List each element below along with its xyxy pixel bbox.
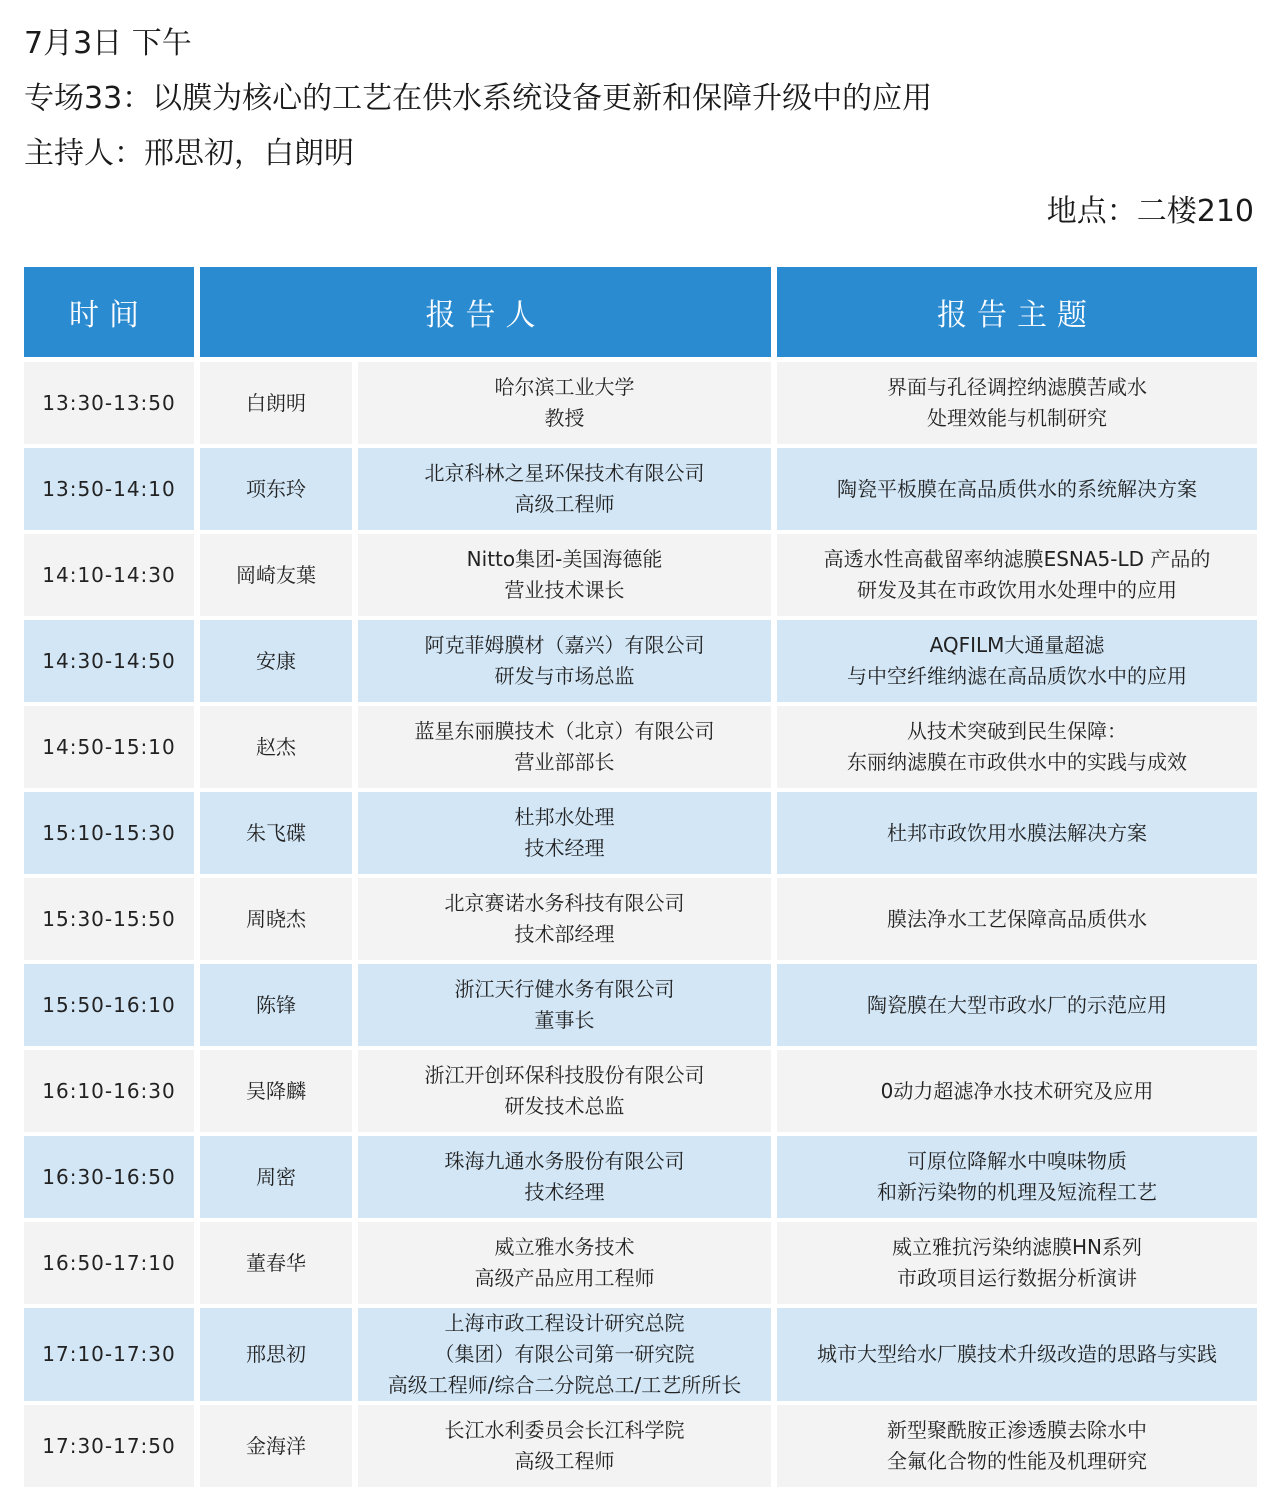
table-row (24, 1405, 1257, 1491)
speaker-name-cell: 陈锋 (200, 964, 358, 1050)
affiliation-line: 研发与市场总监 (494, 664, 635, 688)
affiliation-line: 董事长 (534, 1008, 595, 1032)
affiliation-line: 蓝星东丽膜技术（北京）有限公司 (414, 719, 715, 743)
speaker-affiliation-cell (358, 1308, 777, 1405)
affiliation-line: 教授 (544, 406, 585, 430)
affiliation-line: 技术经理 (524, 1180, 605, 1204)
topic-line: 陶瓷膜在大型市政水厂的示范应用 (867, 992, 1167, 1017)
speaker-name-cell: 朱飞碟 (200, 792, 358, 878)
table-row (24, 1222, 1257, 1308)
table-row (24, 706, 1257, 792)
affiliation-line: 威立雅水务技术 (494, 1235, 635, 1259)
speaker-affiliation-cell (358, 706, 777, 792)
report-topic-cell (777, 792, 1257, 878)
report-topic-cell (777, 1222, 1257, 1308)
affiliation-line: 上海市政工程设计研究总院 (444, 1311, 685, 1335)
topic-line: 市政项目运行数据分析演讲 (897, 1266, 1137, 1290)
time-cell: 15:30-15:50 (24, 878, 200, 964)
speaker-affiliation-cell (358, 1050, 777, 1136)
affiliation-line: 高级工程师 (514, 1449, 615, 1473)
affiliation-line: Nitto集团-美国海德能 (466, 547, 663, 571)
column-header-topic: 报告主题 (777, 267, 1257, 357)
time-cell: 14:10-14:30 (24, 534, 200, 620)
table-row (24, 534, 1257, 620)
time-cell: 14:50-15:10 (24, 706, 200, 792)
speaker-name-cell: 白朗明 (200, 362, 358, 448)
speaker-name-cell: 安康 (200, 620, 358, 706)
speaker-affiliation-cell (358, 1222, 777, 1308)
report-topic-cell (777, 620, 1257, 706)
affiliation-line: 营业技术课长 (504, 578, 625, 602)
speaker-affiliation-cell (358, 534, 777, 620)
topic-line: 和新污染物的机理及短流程工艺 (877, 1180, 1157, 1204)
topic-line: 从技术突破到民生保障： (907, 719, 1127, 743)
topic-line: 处理效能与机制研究 (927, 406, 1107, 430)
topic-line: 膜法净水工艺保障高品质供水 (887, 906, 1147, 931)
time-cell: 15:10-15:30 (24, 792, 200, 878)
table-row (24, 878, 1257, 964)
speaker-name-cell: 项东玲 (200, 448, 358, 534)
topic-line: 威立雅抗污染纳滤膜HN系列 (892, 1235, 1142, 1259)
session-hosts: 主持人：邢思初，白朗明 (24, 136, 354, 171)
topic-line: 城市大型给水厂膜技术升级改造的思路与实践 (817, 1342, 1217, 1366)
topic-line: 全氟化合物的性能及机理研究 (887, 1449, 1147, 1473)
speaker-name-cell: 金海洋 (200, 1405, 358, 1491)
speaker-name-cell: 吴降麟 (200, 1050, 358, 1136)
affiliation-line: （集团）有限公司第一研究院 (434, 1342, 695, 1366)
affiliation-line: 杜邦水处理 (514, 805, 615, 829)
column-header-speaker: 报告人 (200, 267, 777, 357)
report-topic-cell (777, 1308, 1257, 1405)
time-cell: 16:10-16:30 (24, 1050, 200, 1136)
time-cell: 14:30-14:50 (24, 620, 200, 706)
report-topic-cell (777, 1050, 1257, 1136)
session-venue: 地点：二楼210 (1046, 194, 1254, 229)
table-row (24, 1136, 1257, 1222)
time-cell: 16:30-16:50 (24, 1136, 200, 1222)
affiliation-line: 阿克菲姆膜材（嘉兴）有限公司 (424, 633, 705, 657)
affiliation-line: 高级工程师/综合二分院总工/工艺所所长 (387, 1373, 742, 1397)
affiliation-line: 浙江开创环保科技股份有限公司 (424, 1063, 705, 1087)
topic-line: 东丽纳滤膜在市政供水中的实践与成效 (847, 750, 1187, 774)
speaker-affiliation-cell (358, 792, 777, 878)
table-row (24, 1050, 1257, 1136)
speaker-affiliation-cell (358, 1136, 777, 1222)
table-row (24, 448, 1257, 534)
session-title: 专场33：以膜为核心的工艺在供水系统设备更新和保障升级中的应用 (24, 81, 933, 116)
affiliation-line: 高级产品应用工程师 (474, 1266, 655, 1290)
table-row (24, 964, 1257, 1050)
topic-line: 新型聚酰胺正渗透膜去除水中 (887, 1418, 1147, 1442)
topic-line: 与中空纤维纳滤在高品质饮水中的应用 (847, 664, 1187, 688)
table-row (24, 362, 1257, 448)
speaker-name-cell: 周密 (200, 1136, 358, 1222)
affiliation-line: 北京科林之星环保技术有限公司 (424, 461, 705, 485)
topic-line: 高透水性高截留率纳滤膜ESNA5-LD 产品的 (823, 547, 1211, 571)
speaker-name-cell: 周晓杰 (200, 878, 358, 964)
time-cell: 17:30-17:50 (24, 1405, 200, 1491)
affiliation-line: 长江水利委员会长江科学院 (444, 1418, 685, 1442)
speaker-affiliation-cell (358, 878, 777, 964)
speaker-name-cell: 岡崎友葉 (200, 534, 358, 620)
report-topic-cell (777, 534, 1257, 620)
speaker-affiliation-cell (358, 362, 777, 448)
affiliation-line: 浙江天行健水务有限公司 (454, 977, 675, 1001)
report-topic-cell (777, 1136, 1257, 1222)
time-cell: 16:50-17:10 (24, 1222, 200, 1308)
report-topic-cell (777, 706, 1257, 792)
speaker-name-cell: 赵杰 (200, 706, 358, 792)
affiliation-line: 研发技术总监 (504, 1094, 625, 1118)
time-cell: 15:50-16:10 (24, 964, 200, 1050)
time-cell: 13:50-14:10 (24, 448, 200, 534)
topic-line: 杜邦市政饮用水膜法解决方案 (887, 820, 1147, 845)
table-row (24, 620, 1257, 706)
schedule-header-row (24, 267, 1257, 357)
report-topic-cell (777, 878, 1257, 964)
speaker-affiliation-cell (358, 964, 777, 1050)
speaker-name-cell: 董春华 (200, 1222, 358, 1308)
table-row (24, 792, 1257, 878)
report-topic-cell (777, 1405, 1257, 1491)
topic-line: AQFILM大通量超滤 (929, 633, 1105, 657)
speaker-affiliation-cell (358, 448, 777, 534)
topic-line: 可原位降解水中嗅味物质 (907, 1149, 1127, 1173)
affiliation-line: 高级工程师 (514, 492, 615, 516)
report-topic-cell (777, 448, 1257, 534)
time-cell: 13:30-13:50 (24, 362, 200, 448)
affiliation-line: 技术经理 (524, 836, 605, 860)
topic-line: 界面与孔径调控纳滤膜苦咸水 (887, 375, 1147, 399)
schedule-table (24, 267, 1257, 1491)
affiliation-line: 珠海九通水务股份有限公司 (444, 1149, 685, 1173)
affiliation-line: 营业部部长 (514, 750, 615, 774)
schedule-body (24, 362, 1257, 1491)
speaker-affiliation-cell (358, 1405, 777, 1491)
report-topic-cell (777, 964, 1257, 1050)
affiliation-line: 哈尔滨工业大学 (494, 375, 635, 399)
topic-line: 陶瓷平板膜在高品质供水的系统解决方案 (837, 476, 1197, 501)
topic-line: 研发及其在市政饮用水处理中的应用 (857, 578, 1177, 602)
speaker-name-cell: 邢思初 (200, 1308, 358, 1405)
time-cell: 17:10-17:30 (24, 1308, 200, 1405)
table-row (24, 1308, 1257, 1405)
topic-line: 0动力超滤净水技术研究及应用 (880, 1078, 1154, 1103)
affiliation-line: 北京赛诺水务科技有限公司 (444, 891, 685, 915)
report-topic-cell (777, 362, 1257, 448)
column-header-time: 时间 (24, 267, 200, 357)
session-date: 7月3日 下午 (24, 26, 192, 61)
speaker-affiliation-cell (358, 620, 777, 706)
affiliation-line: 技术部经理 (514, 922, 615, 946)
